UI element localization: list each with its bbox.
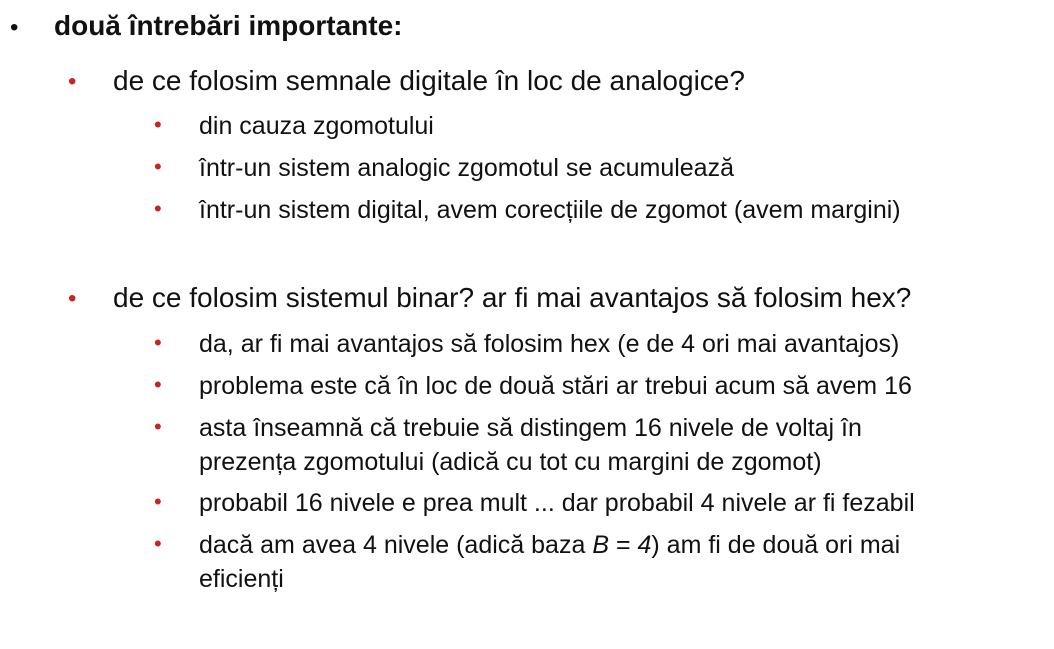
q2-bullet: • — [68, 285, 77, 312]
q2-text: de ce folosim sistemul binar? ar fi mai avantajos să folosim hex? — [113, 282, 912, 313]
q2-item-5-line-2: eficienți — [199, 565, 284, 593]
q2-item-5-line-1 — [199, 528, 900, 562]
q1-bullet: • — [68, 68, 77, 95]
q2-item-1: da, ar fi mai avantajos să folosim hex (e de 4 ori mai avantajos) — [199, 330, 900, 358]
q2-item-3-bullet: • — [154, 414, 162, 439]
q2-item-3-line-2: prezența zgomotului (adică cu tot cu margini de zgomot) — [199, 448, 822, 476]
heading-text: două întrebări importante: — [54, 10, 403, 41]
q1-item-2: într-un sistem analogic zgomotul se acumulează — [199, 154, 734, 182]
q2-item-5-bullet: • — [154, 531, 162, 556]
q2-item-5-var: B — [592, 531, 609, 559]
q2-item-1-bullet: • — [154, 330, 162, 355]
q1-item-1-bullet: • — [154, 112, 162, 137]
q2-item-5-eq: = — [609, 531, 638, 559]
q2-item-5-after: ) am fi de două ori mai — [651, 531, 901, 559]
q1-item-1: din cauza zgomotului — [199, 112, 434, 140]
q1-item-3: într-un sistem digital, avem corecțiile de zgomot (avem margini) — [199, 196, 901, 224]
q2-item-5-value: 4 — [637, 531, 652, 559]
q1-item-2-bullet: • — [154, 154, 162, 179]
q2-item-4: probabil 16 nivele e prea mult ... dar probabil 4 nivele ar fi fezabil — [199, 489, 915, 517]
q2-item-5-before: dacă am avea 4 nivele (adică baza — [199, 531, 593, 559]
q2-item-4-bullet: • — [154, 489, 162, 514]
q2-item-3-line-1: asta înseamnă că trebuie să distingem 16 nivele de voltaj în — [199, 414, 862, 442]
q1-text: de ce folosim semnale digitale în loc de analogice? — [113, 65, 745, 96]
q2-item-2: problema este că în loc de două stări ar trebui acum să avem 16 — [199, 372, 912, 400]
q2-item-2-bullet: • — [154, 372, 162, 397]
heading-bullet: • — [10, 14, 19, 41]
q1-item-3-bullet: • — [154, 196, 162, 221]
